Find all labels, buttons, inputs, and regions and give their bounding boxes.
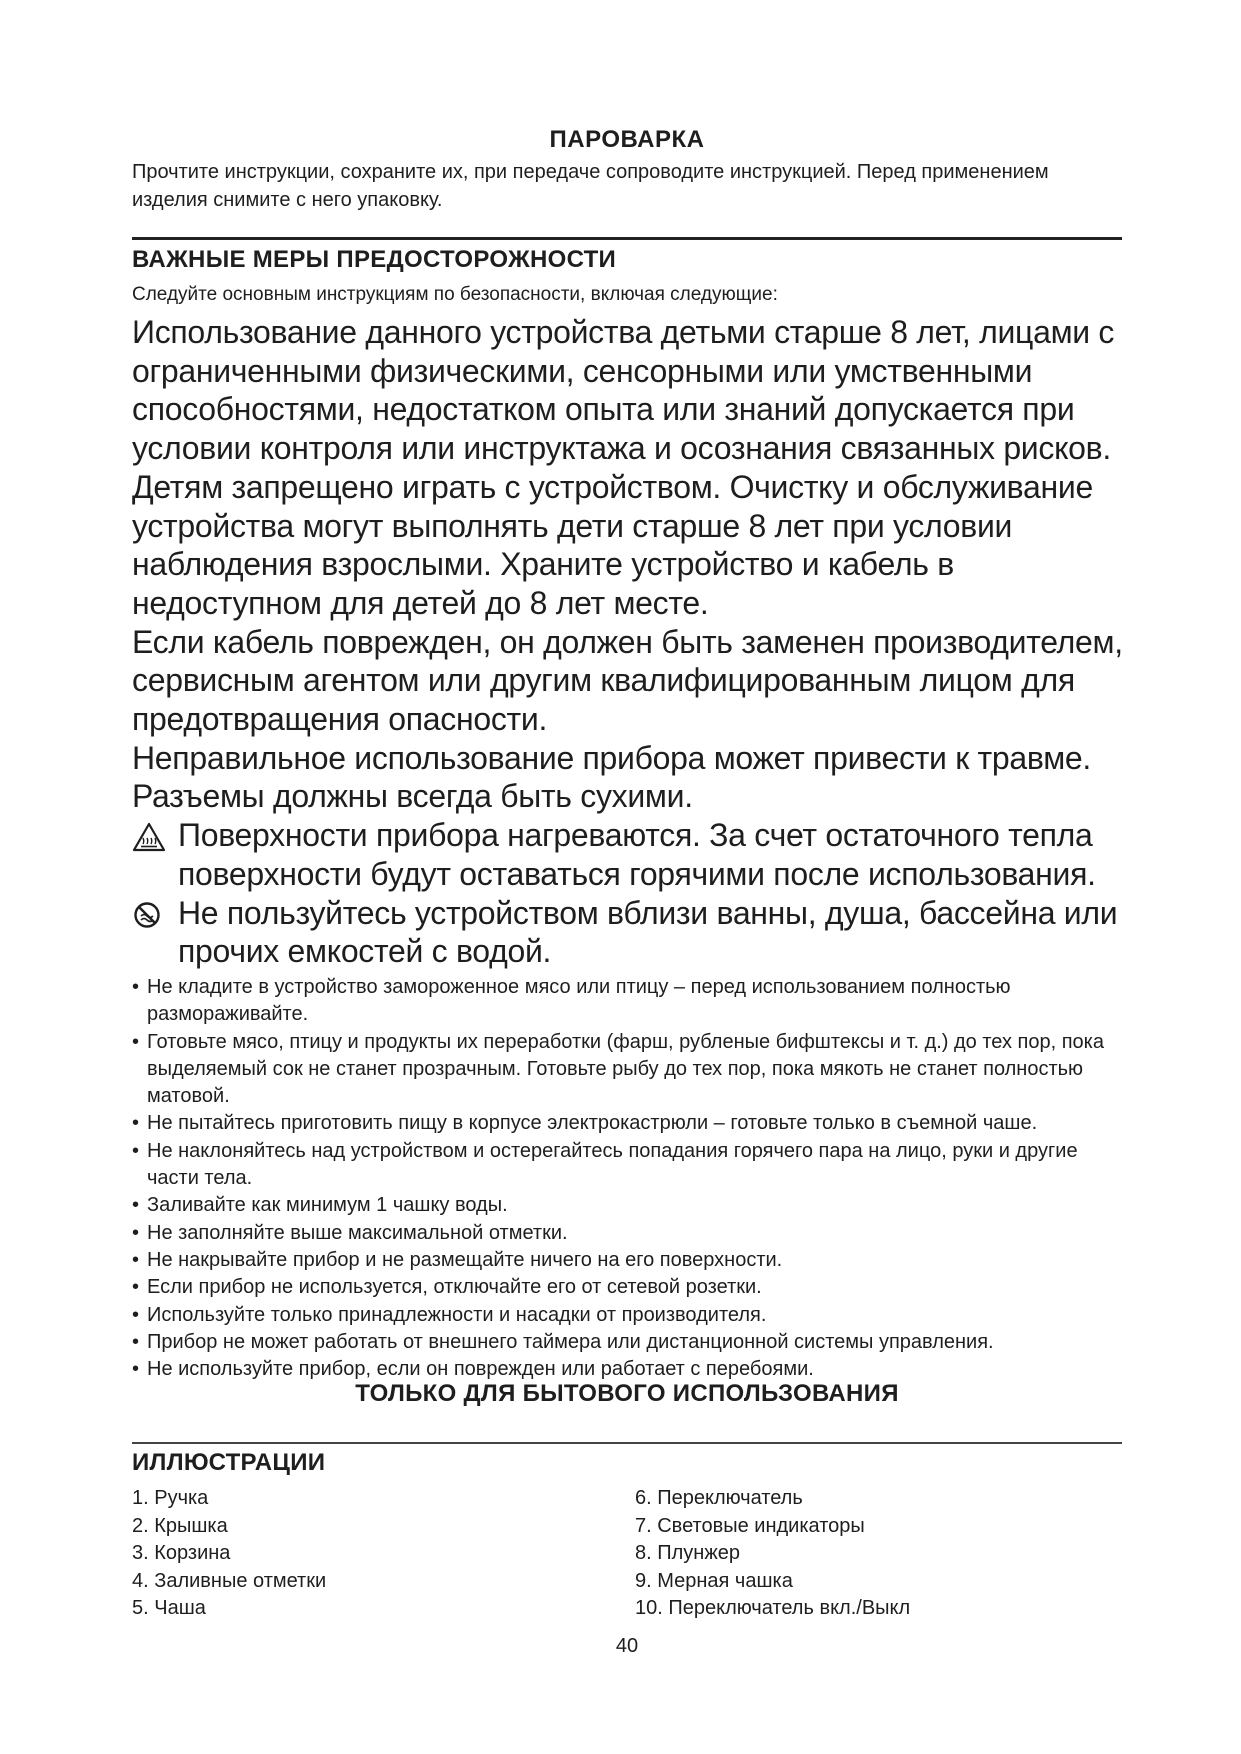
list-item: • Не кладите в устройство замороженное мясо или птицу – перед использованием полностью размораживайте. bbox=[132, 976, 1011, 1026]
list-item: 8. Плунжер bbox=[635, 1542, 740, 1565]
hot-surface-warning bbox=[132, 816, 1132, 893]
parts-list-left bbox=[132, 1485, 326, 1623]
list-item: • Используйте только принадлежности и насадки от производителя. bbox=[132, 1303, 767, 1326]
manual-page bbox=[132, 0, 1122, 1754]
list-item: • Не наклоняйтесь над устройством и остерегайтесь попадания горячего пара на лицо, руки и другие части тела. bbox=[132, 1139, 1078, 1190]
list-item: • Не заполняйте выше максимальной отметки. bbox=[132, 1221, 568, 1244]
hot-surface-icon bbox=[132, 822, 166, 852]
list-item: • Заливайте как минимум 1 чашку воды. bbox=[132, 1194, 508, 1217]
misuse-paragraph: Неправильное использование прибора может привести к травме. bbox=[132, 739, 1091, 776]
list-item: • Если прибор не используется, отключайте его от сетевой розетки. bbox=[132, 1276, 762, 1299]
intro-text: Прочтите инструкции, сохраните их, при передаче сопроводите инструкцией. Перед применением изделия снимите с него упаковку. bbox=[132, 161, 1049, 211]
children-paragraph: Использование данного устройства детьми старше 8 лет, лицами с ограниченными физическими, сенсорными или умственными способностями, недостатком опыта или знаний допускается при условии контроля или инструктажа и осознания связанных рисков. Детям запрещено играть с устройством. Очистку и обслуживание устройства могут выполнять дети старше 8 лет при условии наблюдения взрослыми. Храните устройство и кабель в недоступном для детей до 8 лет месте. bbox=[132, 314, 1115, 621]
list-item: 7. Световые индикаторы bbox=[635, 1514, 865, 1537]
no-water-icon bbox=[132, 900, 166, 930]
list-item: 4. Заливные отметки bbox=[132, 1569, 327, 1592]
list-item: 10. Переключатель вкл./Выкл bbox=[635, 1597, 911, 1620]
list-item: 5. Чаша bbox=[132, 1597, 206, 1620]
household-use-note: ТОЛЬКО ДЛЯ БЫТОВОГО ИСПОЛЬЗОВАНИЯ bbox=[355, 1380, 899, 1407]
page-number: 40 bbox=[615, 1635, 639, 1657]
list-item: • Не накрывайте прибор и не размещайте ничего на его поверхности. bbox=[132, 1248, 783, 1271]
safety-heading: ВАЖНЫЕ МЕРЫ ПРЕДОСТОРОЖНОСТИ bbox=[132, 246, 617, 273]
list-item: 3. Корзина bbox=[132, 1542, 231, 1565]
list-item: 2. Крышка bbox=[132, 1514, 228, 1537]
safety-large-text bbox=[132, 313, 1132, 971]
list-item: • Не пытайтесь приготовить пищу в корпусе электрокастрюли – готовьте только в съемной чаше. bbox=[132, 1112, 1038, 1135]
section-divider bbox=[132, 1442, 1122, 1444]
safety-bullet-list bbox=[132, 974, 1132, 1383]
list-item: • Не используйте прибор, если он поврежден или работает с перебоями. bbox=[132, 1358, 814, 1381]
list-item: • Прибор не может работать от внешнего таймера или дистанционной системы управления. bbox=[132, 1330, 994, 1353]
list-item: 6. Переключатель bbox=[635, 1487, 803, 1509]
list-item: 1. Ручка bbox=[132, 1487, 209, 1509]
parts-list-right bbox=[635, 1485, 910, 1623]
safety-intro: Следуйте основным инструкциям по безопасности, включая следующие: bbox=[132, 284, 778, 305]
water-warning bbox=[132, 894, 1132, 971]
water-warning-text: Не пользуйтесь устройством вблизи ванны, душа, бассейна или прочих емкостей с водой. bbox=[178, 894, 1118, 970]
list-item: • Готовьте мясо, птицу и продукты их переработки (фарш, рубленые бифштексы и т. д.) до тех пор, пока выделяемый сок не станет прозрачным. Готовьте рыбу до тех пор, пока мякоть не станет полностью матовой. bbox=[132, 1030, 1104, 1108]
connectors-paragraph: Разъемы должны всегда быть сухими. bbox=[132, 778, 693, 815]
cable-paragraph: Если кабель поврежден, он должен быть заменен производителем, сервисным агентом или другим квалифицированным лицом для предотвращения опасности. bbox=[132, 623, 1123, 738]
hot-surface-text: Поверхности прибора нагреваются. За счет остаточного тепла поверхности будут оставаться горячими после использования. bbox=[178, 817, 1096, 892]
section-divider bbox=[132, 237, 1122, 240]
document-title: ПАРОВАРКА bbox=[549, 126, 705, 153]
illustrations-heading: ИЛЛЮСТРАЦИИ bbox=[132, 1449, 326, 1476]
list-item: 9. Мерная чашка bbox=[635, 1569, 793, 1592]
